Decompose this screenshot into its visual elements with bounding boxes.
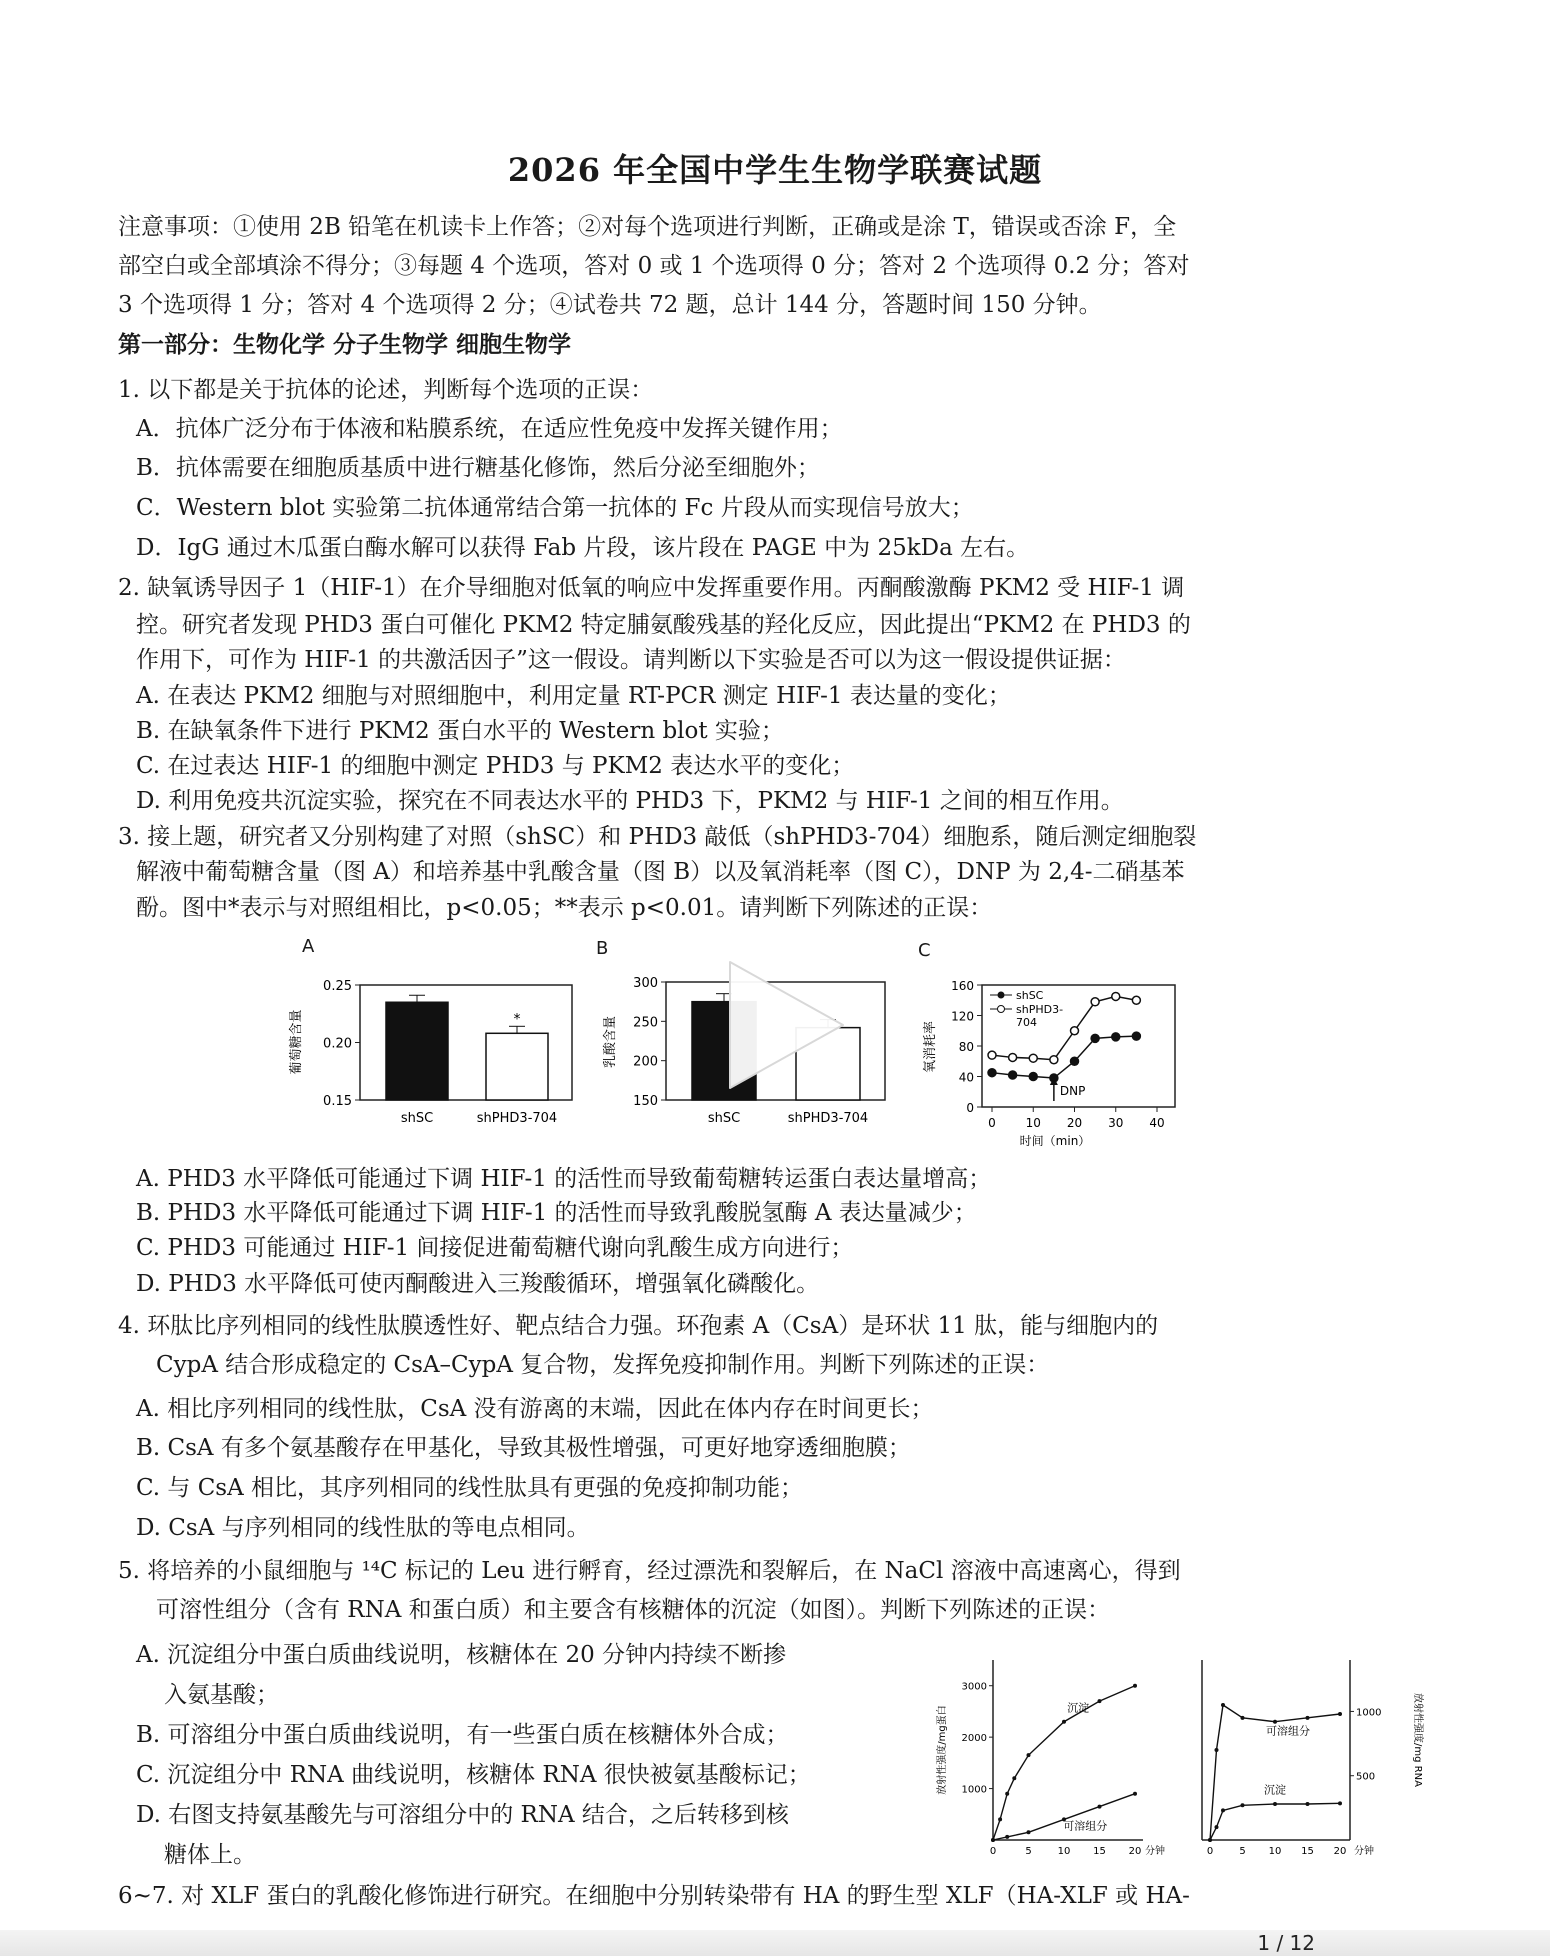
q5-left-series-line-1 bbox=[993, 1686, 1135, 1840]
q5-left-point bbox=[1027, 1753, 1031, 1757]
play-icon bbox=[705, 950, 855, 1100]
q5-left-point bbox=[1012, 1776, 1016, 1780]
q5-left-xtick-label: 5 bbox=[1025, 1846, 1032, 1857]
q5-right-point bbox=[1338, 1712, 1342, 1716]
q2-option-c: C. 在过表达 HIF-1 的细胞中测定 PHD3 与 PKM2 表达水平的变化； bbox=[136, 753, 855, 779]
fig-c-ytick-label: 80 bbox=[958, 1040, 974, 1054]
q5-left-point bbox=[1098, 1699, 1102, 1703]
q5-right-xtick-label: 20 bbox=[1333, 1846, 1347, 1857]
fig-a-ytick-label: 0.20 bbox=[323, 1036, 352, 1052]
q5-right-point bbox=[1215, 1825, 1219, 1829]
fig-c-point bbox=[1029, 1054, 1037, 1062]
fig-c-legend-label-2: shPHD3- bbox=[1016, 1003, 1064, 1016]
q5-left-point bbox=[1005, 1792, 1009, 1796]
fig-c-point bbox=[1091, 1034, 1099, 1042]
fig-c-point bbox=[1071, 1027, 1079, 1035]
q5-right-point bbox=[1215, 1748, 1219, 1752]
fig-b-ylabel: 乳酸含量 bbox=[603, 1015, 618, 1069]
fig-c-xtick-label: 40 bbox=[1149, 1116, 1165, 1130]
q4-option-d: D. CsA 与序列相同的线性肽的等电点相同。 bbox=[136, 1515, 590, 1541]
section-heading: 第一部分：生物化学 分子生物学 细胞生物学 bbox=[118, 331, 572, 358]
q5-right-point bbox=[1241, 1716, 1245, 1720]
q2-option-d: D. 利用免疫共沉淀实验，探究在不同表达水平的 PHD3 下，PKM2 与 HIF-1 之间的相互作用。 bbox=[136, 788, 1124, 814]
fig-c-dnp-label: DNP bbox=[1059, 1084, 1086, 1098]
fig-a-bar-chart bbox=[282, 960, 582, 1130]
fig-c-point bbox=[1112, 1033, 1120, 1041]
q2-stem-2: 控。研究者发现 PHD3 蛋白可催化 PKM2 特定脯氨酸残基的羟化反应，因此提出“PKM2 在 PHD3 的 bbox=[136, 612, 1191, 638]
q3-option-d: D. PHD3 水平降低可使丙酮酸进入三羧酸循环，增强氧化磷酸化。 bbox=[136, 1271, 820, 1297]
q5-left-ytick-label: 1000 bbox=[961, 1784, 987, 1796]
q5-left-point bbox=[998, 1817, 1002, 1821]
fig-c-point bbox=[988, 1051, 996, 1059]
q2-stem-3: 作用下，可作为 HIF-1 的共激活因子”这一假设。请判断以下实验是否可以为这一假设提供证据： bbox=[136, 647, 1126, 673]
fig-c-xtick-label: 0 bbox=[988, 1116, 996, 1130]
q5-left-curve-label-2: 可溶组分 bbox=[1063, 1819, 1108, 1833]
fig-c-point bbox=[1071, 1057, 1079, 1065]
fig-c-legend-label-1: shSC bbox=[1016, 989, 1044, 1002]
q3-stem-3: 酚。图中*表示与对照组相比，p<0.05；**表示 p<0.01。请判断下列陈述的正误： bbox=[136, 895, 993, 921]
q5-right-point bbox=[1221, 1703, 1225, 1707]
q1-option-b: B．抗体需要在细胞质基质中进行糖基化修饰，然后分泌至细胞外； bbox=[136, 455, 820, 481]
fig-a-label: A bbox=[302, 936, 315, 957]
q5-right-xunit: 分钟 bbox=[1354, 1846, 1374, 1857]
q5-right-xtick-label: 5 bbox=[1239, 1846, 1246, 1857]
fig-c-ylabel: 氧消耗率 bbox=[923, 1020, 938, 1074]
fig-c-legend-marker-2 bbox=[998, 1006, 1005, 1013]
q5-left-point bbox=[1133, 1792, 1137, 1796]
q5-left-xtick-label: 0 bbox=[989, 1846, 997, 1857]
fig-a-bar-2 bbox=[486, 1033, 548, 1100]
fig-a-category-label: shSC bbox=[400, 1111, 434, 1126]
q5-option-b: B. 可溶组分中蛋白质曲线说明，有一些蛋白质在核糖体外合成； bbox=[136, 1722, 789, 1748]
fig-a-ytick-label: 0.15 bbox=[323, 1094, 352, 1109]
q5-option-d-cont: 糖体上。 bbox=[164, 1842, 256, 1868]
q5-right-point bbox=[1273, 1720, 1277, 1724]
fig-a-significance: * bbox=[513, 1011, 521, 1028]
q5-left-point bbox=[1098, 1805, 1102, 1809]
fig-b-category-label: shSC bbox=[707, 1111, 741, 1126]
q3-stem-2: 解液中葡萄糖含量（图 A）和培养基中乳酸含量（图 B）以及氧消耗率（图 C），DNP 为 2,4-二硝基苯 bbox=[136, 859, 1185, 885]
fig-c-point bbox=[1009, 1053, 1017, 1061]
q5-stem-2: 可溶性组分（含有 RNA 和蛋白质）和主要含有核糖体的沉淀（如图）。判断下列陈述的正误： bbox=[156, 1597, 1111, 1623]
fig-c-ytick-label: 120 bbox=[951, 1009, 974, 1024]
fig-c-ytick-label: 0 bbox=[966, 1101, 974, 1115]
q5-left-xtick-label: 20 bbox=[1128, 1846, 1142, 1857]
fig-c-xtick-label: 20 bbox=[1066, 1116, 1083, 1130]
q3-option-a: A. PHD3 水平降低可能通过下调 HIF-1 的活性而导致葡萄糖转运蛋白表达量增高； bbox=[136, 1166, 992, 1192]
fig-c-xlabel: 时间（min） bbox=[1019, 1134, 1091, 1148]
q5-right-point bbox=[1273, 1802, 1277, 1806]
q5-right-point bbox=[1306, 1802, 1310, 1806]
q5-left-curve-label-1: 沉淀 bbox=[1067, 1701, 1090, 1715]
q4-option-a: A. 相比序列相同的线性肽，CsA 没有游离的末端，因此在体内存在时间更长； bbox=[136, 1396, 934, 1422]
q5-left-series-line-2 bbox=[993, 1794, 1135, 1840]
q1-option-d: D．IgG 通过木瓜蛋白酶水解可以获得 Fab 片段，该片段在 PAGE 中为 25kDa 左右。 bbox=[136, 535, 1030, 561]
q5-left-point bbox=[991, 1838, 995, 1842]
fig-c-point bbox=[1091, 998, 1099, 1006]
q4-stem-2: CypA 结合形成稳定的 CsA–CypA 复合物，发挥免疫抑制作用。判断下列陈述的正误： bbox=[156, 1352, 1050, 1378]
q5-right-point bbox=[1306, 1716, 1310, 1720]
notes-line-1: 注意事项：①使用 2B 铅笔在机读卡上作答；②对每个选项进行判断，正确或是涂 T，错误或否涂 F，全 bbox=[118, 214, 1177, 240]
q5-right-point bbox=[1338, 1801, 1342, 1805]
q5-rna-chart bbox=[1190, 1640, 1435, 1865]
q2-stem-1: 2. 缺氧诱导因子 1（HIF-1）在介导细胞对低氧的响应中发挥重要作用。丙酮酸激酶 PKM2 受 HIF-1 调 bbox=[118, 575, 1185, 601]
q5-left-point bbox=[1133, 1684, 1137, 1688]
q5-left-ytick-label: 2000 bbox=[961, 1733, 987, 1745]
fig-c-point bbox=[1112, 992, 1120, 1000]
fig-a-category-label: shPHD3-704 bbox=[476, 1111, 558, 1126]
fig-c-xtick-label: 30 bbox=[1108, 1116, 1124, 1130]
q2-option-b: B. 在缺氧条件下进行 PKM2 蛋白水平的 Western blot 实验； bbox=[136, 718, 784, 744]
q3-option-c: C. PHD3 可能通过 HIF-1 间接促进葡萄糖代谢向乳酸生成方向进行； bbox=[136, 1235, 854, 1261]
q5-right-xtick-label: 10 bbox=[1268, 1846, 1282, 1857]
fig-b-category-label: shPHD3-704 bbox=[787, 1111, 869, 1126]
q5-right-ylabel: 放射性强度/mg RNA bbox=[1412, 1693, 1423, 1787]
q4-option-b: B. CsA 有多个氨基酸存在甲基化，导致其极性增强，可更好地穿透细胞膜； bbox=[136, 1435, 911, 1461]
fig-b-label: B bbox=[596, 938, 609, 959]
q5-right-point bbox=[1221, 1808, 1225, 1812]
q5-protein-chart bbox=[935, 1640, 1165, 1865]
q5-right-ytick-label: 500 bbox=[1356, 1771, 1376, 1783]
fig-a-ylabel: 葡萄糖含量 bbox=[289, 1009, 304, 1075]
viewer-bottom-bar bbox=[0, 1930, 1550, 1956]
fig-c-xtick-label: 10 bbox=[1025, 1116, 1041, 1130]
q1-option-a: A．抗体广泛分布于体液和粘膜系统，在适应性免疫中发挥关键作用； bbox=[136, 416, 843, 442]
q5-left-xtick-label: 15 bbox=[1093, 1846, 1106, 1857]
notes-line-3: 3 个选项得 1 分；答对 4 个选项得 2 分；④试卷共 72 题，总计 144 分，答题时间 150 分钟。 bbox=[118, 292, 1102, 318]
fig-c-legend-marker-1 bbox=[998, 992, 1005, 999]
fig-c-point bbox=[1009, 1071, 1017, 1079]
q5-left-ylabel: 放射性强度/mg蛋白 bbox=[937, 1705, 948, 1795]
q1-option-c: C．Western blot 实验第二抗体通常结合第一抗体的 Fc 片段从而实现信号放大； bbox=[136, 495, 974, 521]
fig-c-point bbox=[988, 1069, 996, 1077]
q4-option-c: C. 与 CsA 相比，其序列相同的线性肽具有更强的免疫抑制功能； bbox=[136, 1475, 804, 1501]
q5-option-d: D. 右图支持氨基酸先与可溶组分中的 RNA 结合，之后转移到核 bbox=[136, 1802, 789, 1828]
q5-left-xtick-label: 10 bbox=[1057, 1846, 1071, 1857]
q5-right-curve-label-2: 沉淀 bbox=[1264, 1783, 1286, 1797]
q5-left-ytick-label: 3000 bbox=[961, 1681, 987, 1693]
q5-right-point bbox=[1208, 1838, 1212, 1842]
fig-c-legend-label-2b: 704 bbox=[1016, 1016, 1037, 1029]
fig-b-ytick-label: 300 bbox=[633, 976, 658, 991]
q5-right-xtick-label: 15 bbox=[1301, 1846, 1314, 1857]
q1-stem: 1. 以下都是关于抗体的论述，判断每个选项的正误： bbox=[118, 377, 654, 403]
q3-option-b: B. PHD3 水平降低可能通过下调 HIF-1 的活性而导致乳酸脱氢酶 A 表达量减少； bbox=[136, 1200, 977, 1226]
fig-c-label: C bbox=[918, 940, 931, 961]
q5-left-point bbox=[1027, 1830, 1031, 1834]
q2-option-a: A. 在表达 PKM2 细胞与对照细胞中，利用定量 RT-PCR 测定 HIF-1 表达量的变化； bbox=[136, 683, 1011, 709]
q5-left-point bbox=[1005, 1835, 1009, 1839]
q3-stem-1: 3. 接上题，研究者又分别构建了对照（shSC）和 PHD3 敲低（shPHD3-704）细胞系，随后测定细胞裂 bbox=[118, 824, 1197, 850]
q5-stem-1: 5. 将培养的小鼠细胞与 ¹⁴C 标记的 Leu 进行孵育，经过漂洗和裂解后，在 NaCl 溶液中高速离心，得到 bbox=[118, 1558, 1181, 1584]
q5-right-series-line-2 bbox=[1210, 1803, 1340, 1840]
fig-c-point bbox=[1050, 1056, 1058, 1064]
q5-right-xtick-label: 0 bbox=[1206, 1846, 1214, 1857]
fig-b-ytick-label: 150 bbox=[633, 1094, 658, 1109]
q5-option-c: C. 沉淀组分中 RNA 曲线说明，核糖体 RNA 很快被氨基酸标记； bbox=[136, 1762, 811, 1788]
q5-option-a-cont: 入氨基酸； bbox=[164, 1682, 279, 1708]
q5-right-ytick-label: 1000 bbox=[1356, 1707, 1382, 1719]
fig-c-point bbox=[1132, 1032, 1140, 1040]
fig-c-point bbox=[1132, 996, 1140, 1004]
fig-c-line-chart bbox=[920, 965, 1190, 1155]
notes-line-2: 部空白或全部填涂不得分；③每题 4 个选项，答对 0 或 1 个选项得 0 分；答对 2 个选项得 0.2 分；答对 bbox=[118, 253, 1190, 279]
fig-c-ytick-label: 40 bbox=[958, 1070, 974, 1085]
fig-a-bar-1 bbox=[386, 1002, 448, 1100]
q6-7-stem: 6~7. 对 XLF 蛋白的乳酸化修饰进行研究。在细胞中分别转染带有 HA 的野生型 XLF（HA-XLF 或 HA- bbox=[118, 1883, 1190, 1909]
page-title: 2026 年全国中学生生物学联赛试题 bbox=[507, 151, 1043, 189]
q5-right-point bbox=[1241, 1803, 1245, 1807]
fig-a-ytick-label: 0.25 bbox=[323, 979, 352, 994]
q4-stem-1: 4. 环肽比序列相同的线性肽膜透性好、靶点结合力强。环孢素 A（CsA）是环状 11 肽，能与细胞内的 bbox=[118, 1313, 1159, 1339]
q5-right-curve-label-1: 可溶组分 bbox=[1266, 1724, 1310, 1738]
q5-left-xunit: 分钟 bbox=[1145, 1846, 1165, 1857]
fig-b-ytick-label: 250 bbox=[633, 1015, 658, 1031]
q5-option-a: A. 沉淀组分中蛋白质曲线说明，核糖体在 20 分钟内持续不断掺 bbox=[136, 1642, 787, 1668]
fig-b-ytick-label: 200 bbox=[633, 1054, 658, 1070]
page-indicator: 1 / 12 bbox=[1257, 1931, 1315, 1955]
fig-c-series-line-2 bbox=[992, 996, 1136, 1059]
q5-left-point bbox=[1062, 1720, 1066, 1724]
fig-c-point bbox=[1029, 1073, 1037, 1081]
fig-c-ytick-label: 160 bbox=[951, 979, 974, 993]
video-play-button[interactable] bbox=[705, 950, 855, 1100]
